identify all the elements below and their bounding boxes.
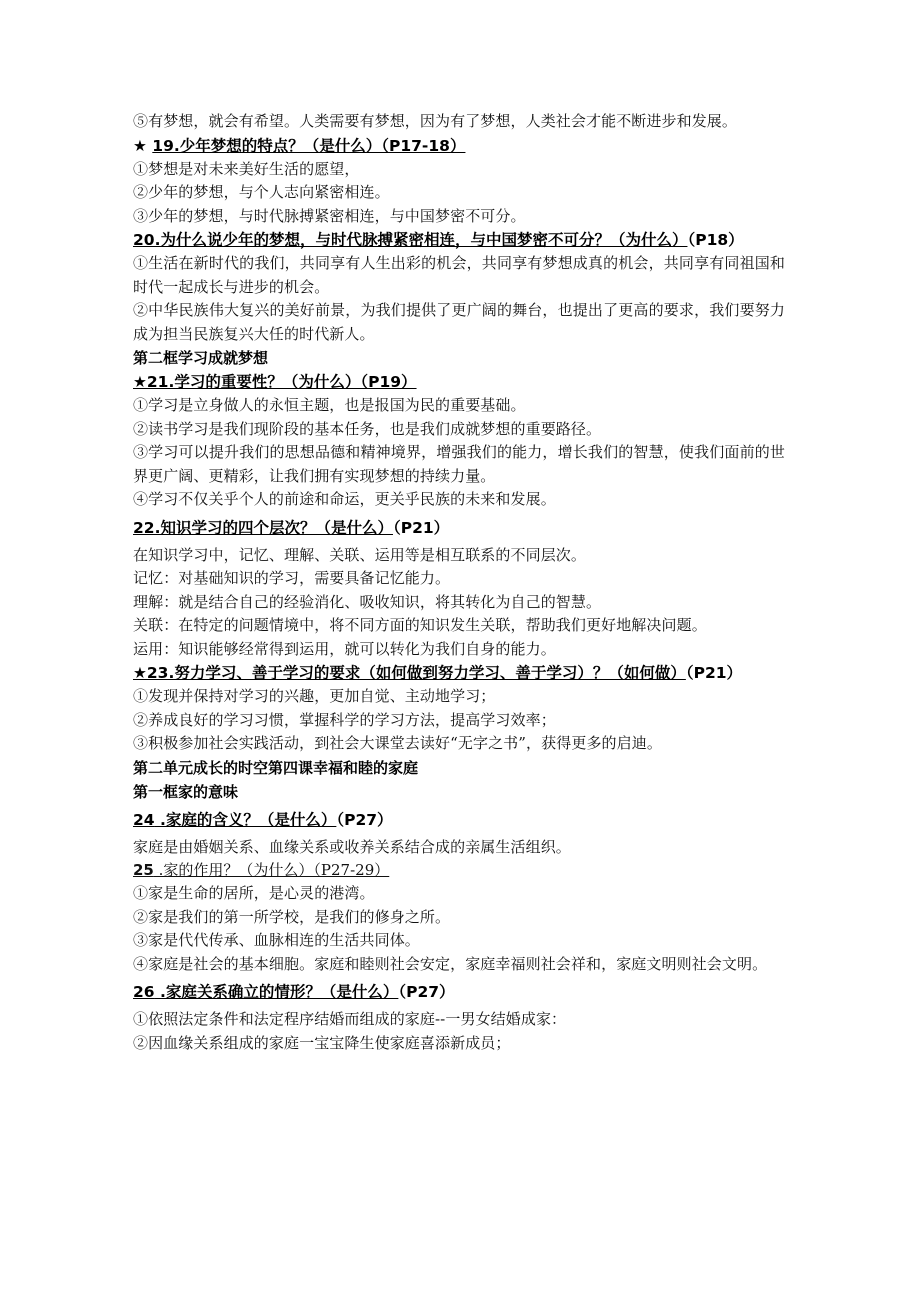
q21-item-2: ②读书学习是我们现阶段的基本任务，也是我们成就梦想的重要路径。 (133, 419, 602, 438)
unit-2-title: 第二单元成长的时空第四课幸福和睦的家庭 (133, 758, 419, 777)
q26-item-1: ①依照法定条件和法定程序结婚而组成的家庭--一男女结婚成家： (133, 1010, 567, 1028)
q20-item-2: ②中华民族伟大复兴的美好前景，为我们提供了更广阔的舞台，也提出了更高的要求，我们要努力成为担当民族复兴大任的时代新人。 (133, 301, 785, 343)
q20-heading (133, 228, 785, 252)
q25-title: .家的作用？（为什么）（P27-29） (153, 861, 390, 879)
q24-item-1: 家庭是由婚姻关系、血缘关系或收养关系结合成的亲属生活组织。 (133, 837, 571, 856)
q21-title: ★21.学习的重要性？（为什么）（P19） (133, 373, 417, 391)
q21-item-4: ④学习不仅关乎个人的前途和命运，更关乎民族的未来和发展。 (133, 490, 556, 508)
q24-ref: （P27） (336, 810, 393, 829)
q26-ref: （P27） (398, 983, 455, 1001)
star-icon: ★ (133, 136, 153, 155)
q22-item-2: 记忆：对基础知识的学习，需要具备记忆能力。 (133, 569, 451, 587)
q20-title: 20.为什么说少年的梦想，与时代脉搏紧密相连，与中国梦密不可分？（为什么） (133, 231, 688, 249)
intro-item-5: ⑤有梦想，就会有希望。人类需要有梦想，因为有了梦想，人类社会才能不断进步和发展。 (133, 112, 738, 130)
q23-heading (133, 661, 785, 685)
q26-item-2: ②因血缘关系组成的家庭一宝宝降生使家庭喜添新成员； (133, 1033, 511, 1052)
q22-item-1: 在知识学习中，记忆、理解、关联、运用等是相互联系的不同层次。 (133, 545, 587, 564)
section-2-title: 第二框学习成就梦想 (133, 349, 269, 367)
q22-title: 22.知识学习的四个层次？（是什么） (133, 518, 393, 537)
q22-item-3: 理解：就是结合自己的经验消化、吸收知识，将其转化为自己的智慧。 (133, 592, 602, 611)
q25-item-3: ③家是代代传承、血脉相连的生活共同体。 (133, 931, 420, 949)
q24-title: .家庭的含义？（是什么） (154, 810, 337, 829)
q22-item-4: 关联：在特定的问题情境中，将不同方面的知识发生关联，帮助我们更好地解决问题。 (133, 616, 707, 634)
q25-item-1: ①家是生命的居所，是心灵的港湾。 (133, 884, 375, 902)
q20-ref: （P18） (687, 231, 744, 249)
q26-number: 26 (133, 983, 155, 1001)
q22-ref: （P21） (392, 518, 450, 537)
q21-item-3: ③学习可以提升我们的思想品德和精神境界，增强我们的能力，增长我们的智慧，使我们面前的世界更广阔、更精彩，让我们拥有实现梦想的持续力量。 (133, 443, 785, 485)
q25-number: 25 (133, 861, 154, 879)
q21-heading (133, 370, 785, 394)
q20-item-1: ①生活在新时代的我们，共同享有人生出彩的机会，共同享有梦想成真的机会，共同享有同祖国和时代一起成长与进步的机会。 (133, 254, 785, 296)
q22-item-5: 运用：知识能够经常得到运用，就可以转化为我们自身的能力。 (133, 639, 556, 658)
q26-title: .家庭关系确立的情形？（是什么） (154, 983, 399, 1001)
q19-heading (133, 134, 785, 158)
q23-title: ★23.努力学习、善于学习的要求（如何做到努力学习、善于学习）？（如何做） (133, 664, 686, 682)
q26-heading (133, 980, 785, 1004)
q23-item-1: ①发现并保持对学习的兴趣，更加自觉、主动地学习； (133, 687, 496, 705)
q19-item-2: ②少年的梦想，与个人志向紧密相连。 (133, 183, 390, 201)
section-1-title: 第一框家的意味 (133, 782, 239, 801)
q24-heading (133, 808, 785, 832)
q23-item-2: ②养成良好的学习习惯，掌握科学的学习方法，提高学习效率； (133, 710, 556, 729)
q25-item-2: ②家是我们的第一所学校，是我们的修身之所。 (133, 907, 451, 926)
q22-heading (133, 516, 785, 540)
q24-number: 24 (133, 810, 155, 829)
q23-item-3: ③积极参加社会实践活动，到社会大课堂去读好“无字之书”，获得更多的启迪。 (133, 734, 662, 752)
q23-ref: （P21） (685, 664, 743, 682)
q25-heading (133, 859, 785, 882)
q21-item-1: ①学习是立身做人的永恒主题，也是报国为民的重要基础。 (133, 396, 526, 414)
q19-title: 19.少年梦想的特点？（是什么）（P17-18） (152, 136, 466, 155)
q19-item-1: ①梦想是对未来美好生活的愿望， (133, 159, 360, 178)
document-body (133, 110, 785, 1055)
q25-item-4: ④家庭是社会的基本细胞。家庭和睦则社会安定，家庭幸福则社会祥和，家庭文明则社会文明。 (133, 954, 768, 973)
q19-item-3: ③少年的梦想，与时代脉搏紧密相连，与中国梦密不可分。 (133, 206, 526, 225)
